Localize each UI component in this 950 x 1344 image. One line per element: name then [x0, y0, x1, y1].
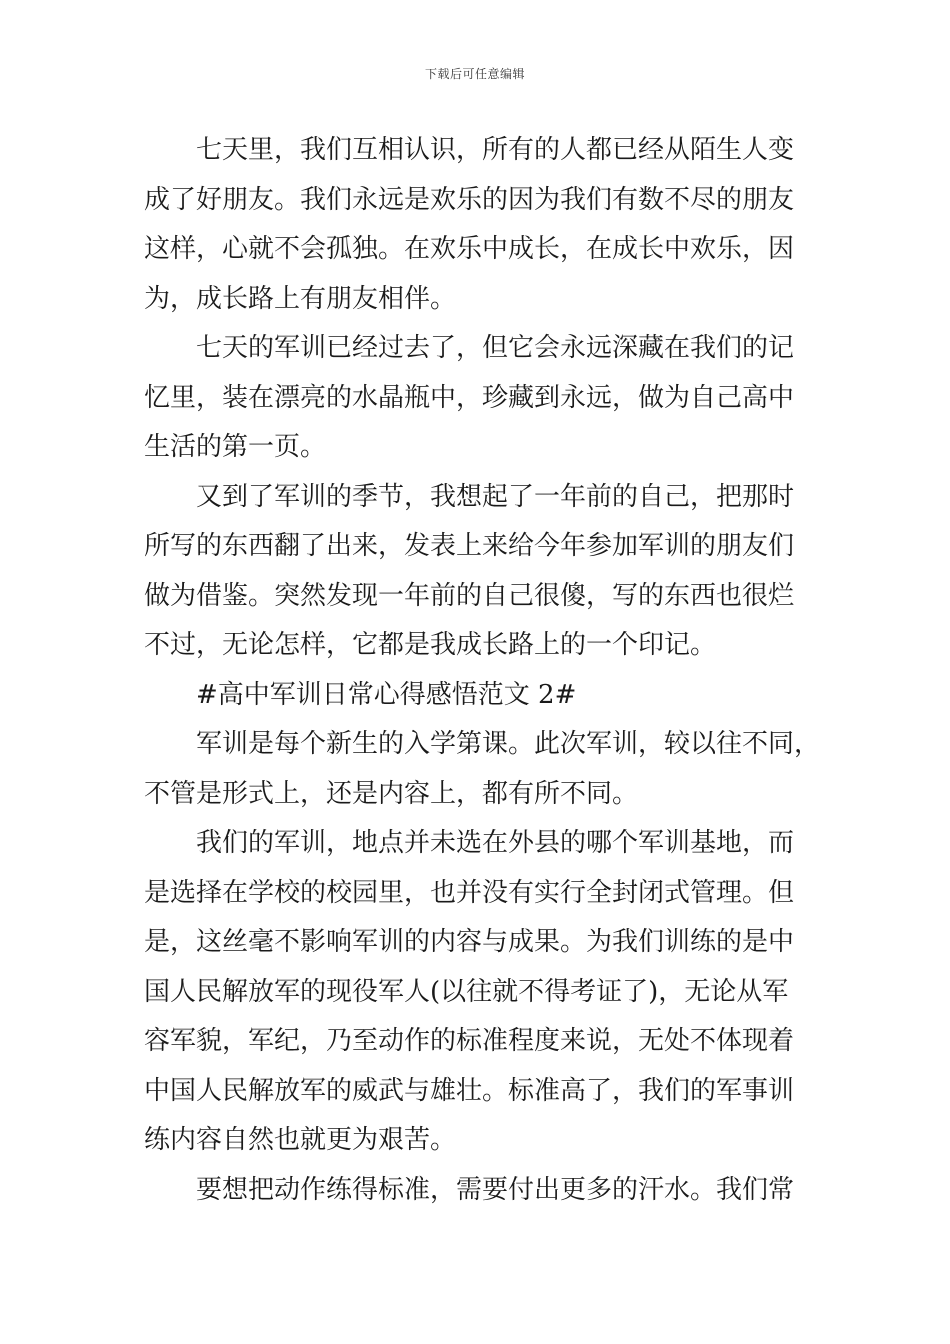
text-line: 是选择在学校的校园里，也并没有实行全封闭式管理。但 — [144, 877, 795, 908]
document-body — [144, 126, 824, 1215]
text-line: 容军貌，军纪，乃至动作的标准程度来说，无处不体现着 — [144, 1026, 795, 1056]
paragraph-2 — [144, 324, 824, 473]
text-line: #高中军训日常心得感悟范文 2# — [196, 679, 577, 710]
text-line: 为，成长路上有朋友相伴。 — [144, 283, 457, 314]
paragraph-4 — [144, 720, 824, 819]
text-line: 军训是每个新生的入学第课。此次军训，较以往不同， — [196, 729, 821, 759]
text-line: 要想把动作练得标准，需要付出更多的汗水。我们常 — [196, 1174, 795, 1205]
text-line: 所写的东西翻了出来，发表上来给今年参加军训的朋友们 — [144, 531, 795, 561]
text-line: 练内容自然也就更为艰苦。 — [144, 1125, 457, 1155]
paragraph-6 — [144, 1166, 824, 1216]
paragraph-1 — [144, 126, 824, 324]
text-line: 中国人民解放军的威武与雄壮。标准高了，我们的军事训 — [144, 1075, 795, 1106]
text-line: 不管是形式上，还是内容上，都有所不同。 — [144, 778, 639, 809]
section-heading — [144, 671, 824, 721]
paragraph-5 — [144, 819, 824, 1166]
text-line: 不过，无论怎样，它都是我成长路上的一个印记。 — [144, 630, 717, 660]
text-line: 又到了军训的季节，我想起了一年前的自己，把那时 — [196, 481, 795, 512]
text-line: 国人民解放军的现役军人(以往就不得考证了)，无论从军 — [144, 976, 789, 1007]
text-line: 生活的第一页。 — [144, 432, 327, 462]
text-line: 做为借鉴。突然发现一年前的自己很傻，写的东西也很烂 — [144, 580, 795, 611]
text-line: 这样，心就不会孤独。在欢乐中成长，在成长中欢乐，因 — [144, 234, 795, 264]
text-line: 七天里，我们互相认识，所有的人都已经从陌生人变 — [196, 135, 795, 165]
text-line: 忆里，装在漂亮的水晶瓶中，珍藏到永远，做为自己高中 — [144, 382, 795, 413]
text-line: 是，这丝毫不影响军训的内容与成果。为我们训练的是中 — [144, 927, 795, 957]
page-header-note: 下载后可任意编辑 — [424, 67, 525, 81]
text-line: 七天的军训已经过去了，但它会永远深藏在我们的记 — [196, 333, 795, 363]
text-line: 成了好朋友。我们永远是欢乐的因为我们有数不尽的朋友 — [144, 184, 795, 215]
text-line: 我们的军训，地点并未选在外县的哪个军训基地，而 — [196, 828, 795, 858]
paragraph-3 — [144, 473, 824, 671]
